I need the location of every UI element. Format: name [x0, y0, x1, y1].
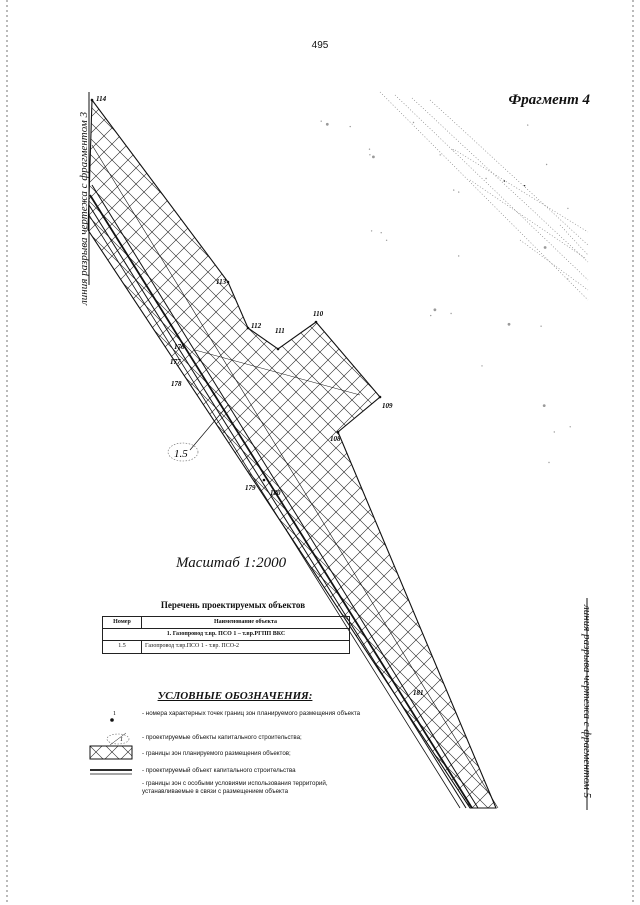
objects-table-cell-name: Газопровод т.вр.ПСО 1 - т.вр. ПСО-2 [142, 641, 350, 653]
left-break-label: линия разрыва чертежа с фрагментом 3 [78, 111, 90, 305]
objects-table-title: Перечень проектируемых объектов [160, 600, 306, 610]
point-label-114: 114 [96, 95, 107, 103]
point-label-113: 113 [216, 278, 227, 286]
point-label-179: 179 [245, 484, 256, 492]
legend-item-planned-object: - проектируемый объект капитального строительства [142, 767, 296, 774]
legend-object-number: 1 [120, 737, 123, 743]
legend-symbols [90, 711, 132, 774]
point-label-176: 176 [174, 343, 185, 351]
right-break-label: линия разрыва чертежа с фрагментом 5 [581, 605, 593, 799]
objects-table [102, 616, 350, 654]
page-number: 495 [311, 40, 329, 51]
table-row [103, 641, 350, 653]
objects-table-header-name: Наименование объекта [142, 617, 350, 629]
point-label-178: 178 [171, 380, 182, 388]
fragment-title: Фрагмент 4 [508, 92, 590, 108]
legend-item-planned-objects: - проектируемые объекты капитального строительства; [142, 734, 302, 741]
point-label-109: 109 [382, 402, 393, 410]
legend-point-number: 1 [113, 711, 116, 717]
point-label-108: 108 [330, 435, 341, 443]
point-label-177: 177 [170, 358, 181, 366]
objects-table-header-number: Номер [103, 617, 142, 629]
objects-table-header-row [103, 617, 350, 629]
scale-label: Масштаб 1:2000 [176, 555, 287, 571]
objects-table-group-row [103, 629, 350, 641]
legend-title: УСЛОВНЫЕ ОБОЗНАЧЕНИЯ: [157, 690, 313, 702]
point-label-111: 111 [275, 327, 285, 335]
objects-table-group-title: 1. Газопровод т.вр. ПСО 1 – т.вр.РГПП ВКС [103, 629, 350, 641]
legend-item-special-zones: - границы зон с особыми условиями использования территорий, устанавливаемые в связи с размещением объекта [142, 780, 328, 796]
legend-item-point-numbers: - номера характерных точек границ зон планируемого размещения объекта [142, 710, 361, 717]
point-label-110: 110 [313, 310, 324, 318]
legend-item-zone-borders: - границы зон планируемого размещения объектов; [142, 750, 291, 757]
point-label-112: 112 [251, 322, 262, 330]
object-label-1-5: 1.5 [174, 448, 188, 460]
point-label-181: 181 [413, 689, 424, 697]
objects-table-cell-number: 1.5 [103, 641, 142, 653]
point-label-180: 180 [270, 489, 281, 497]
background-dotted-lines [380, 92, 588, 300]
